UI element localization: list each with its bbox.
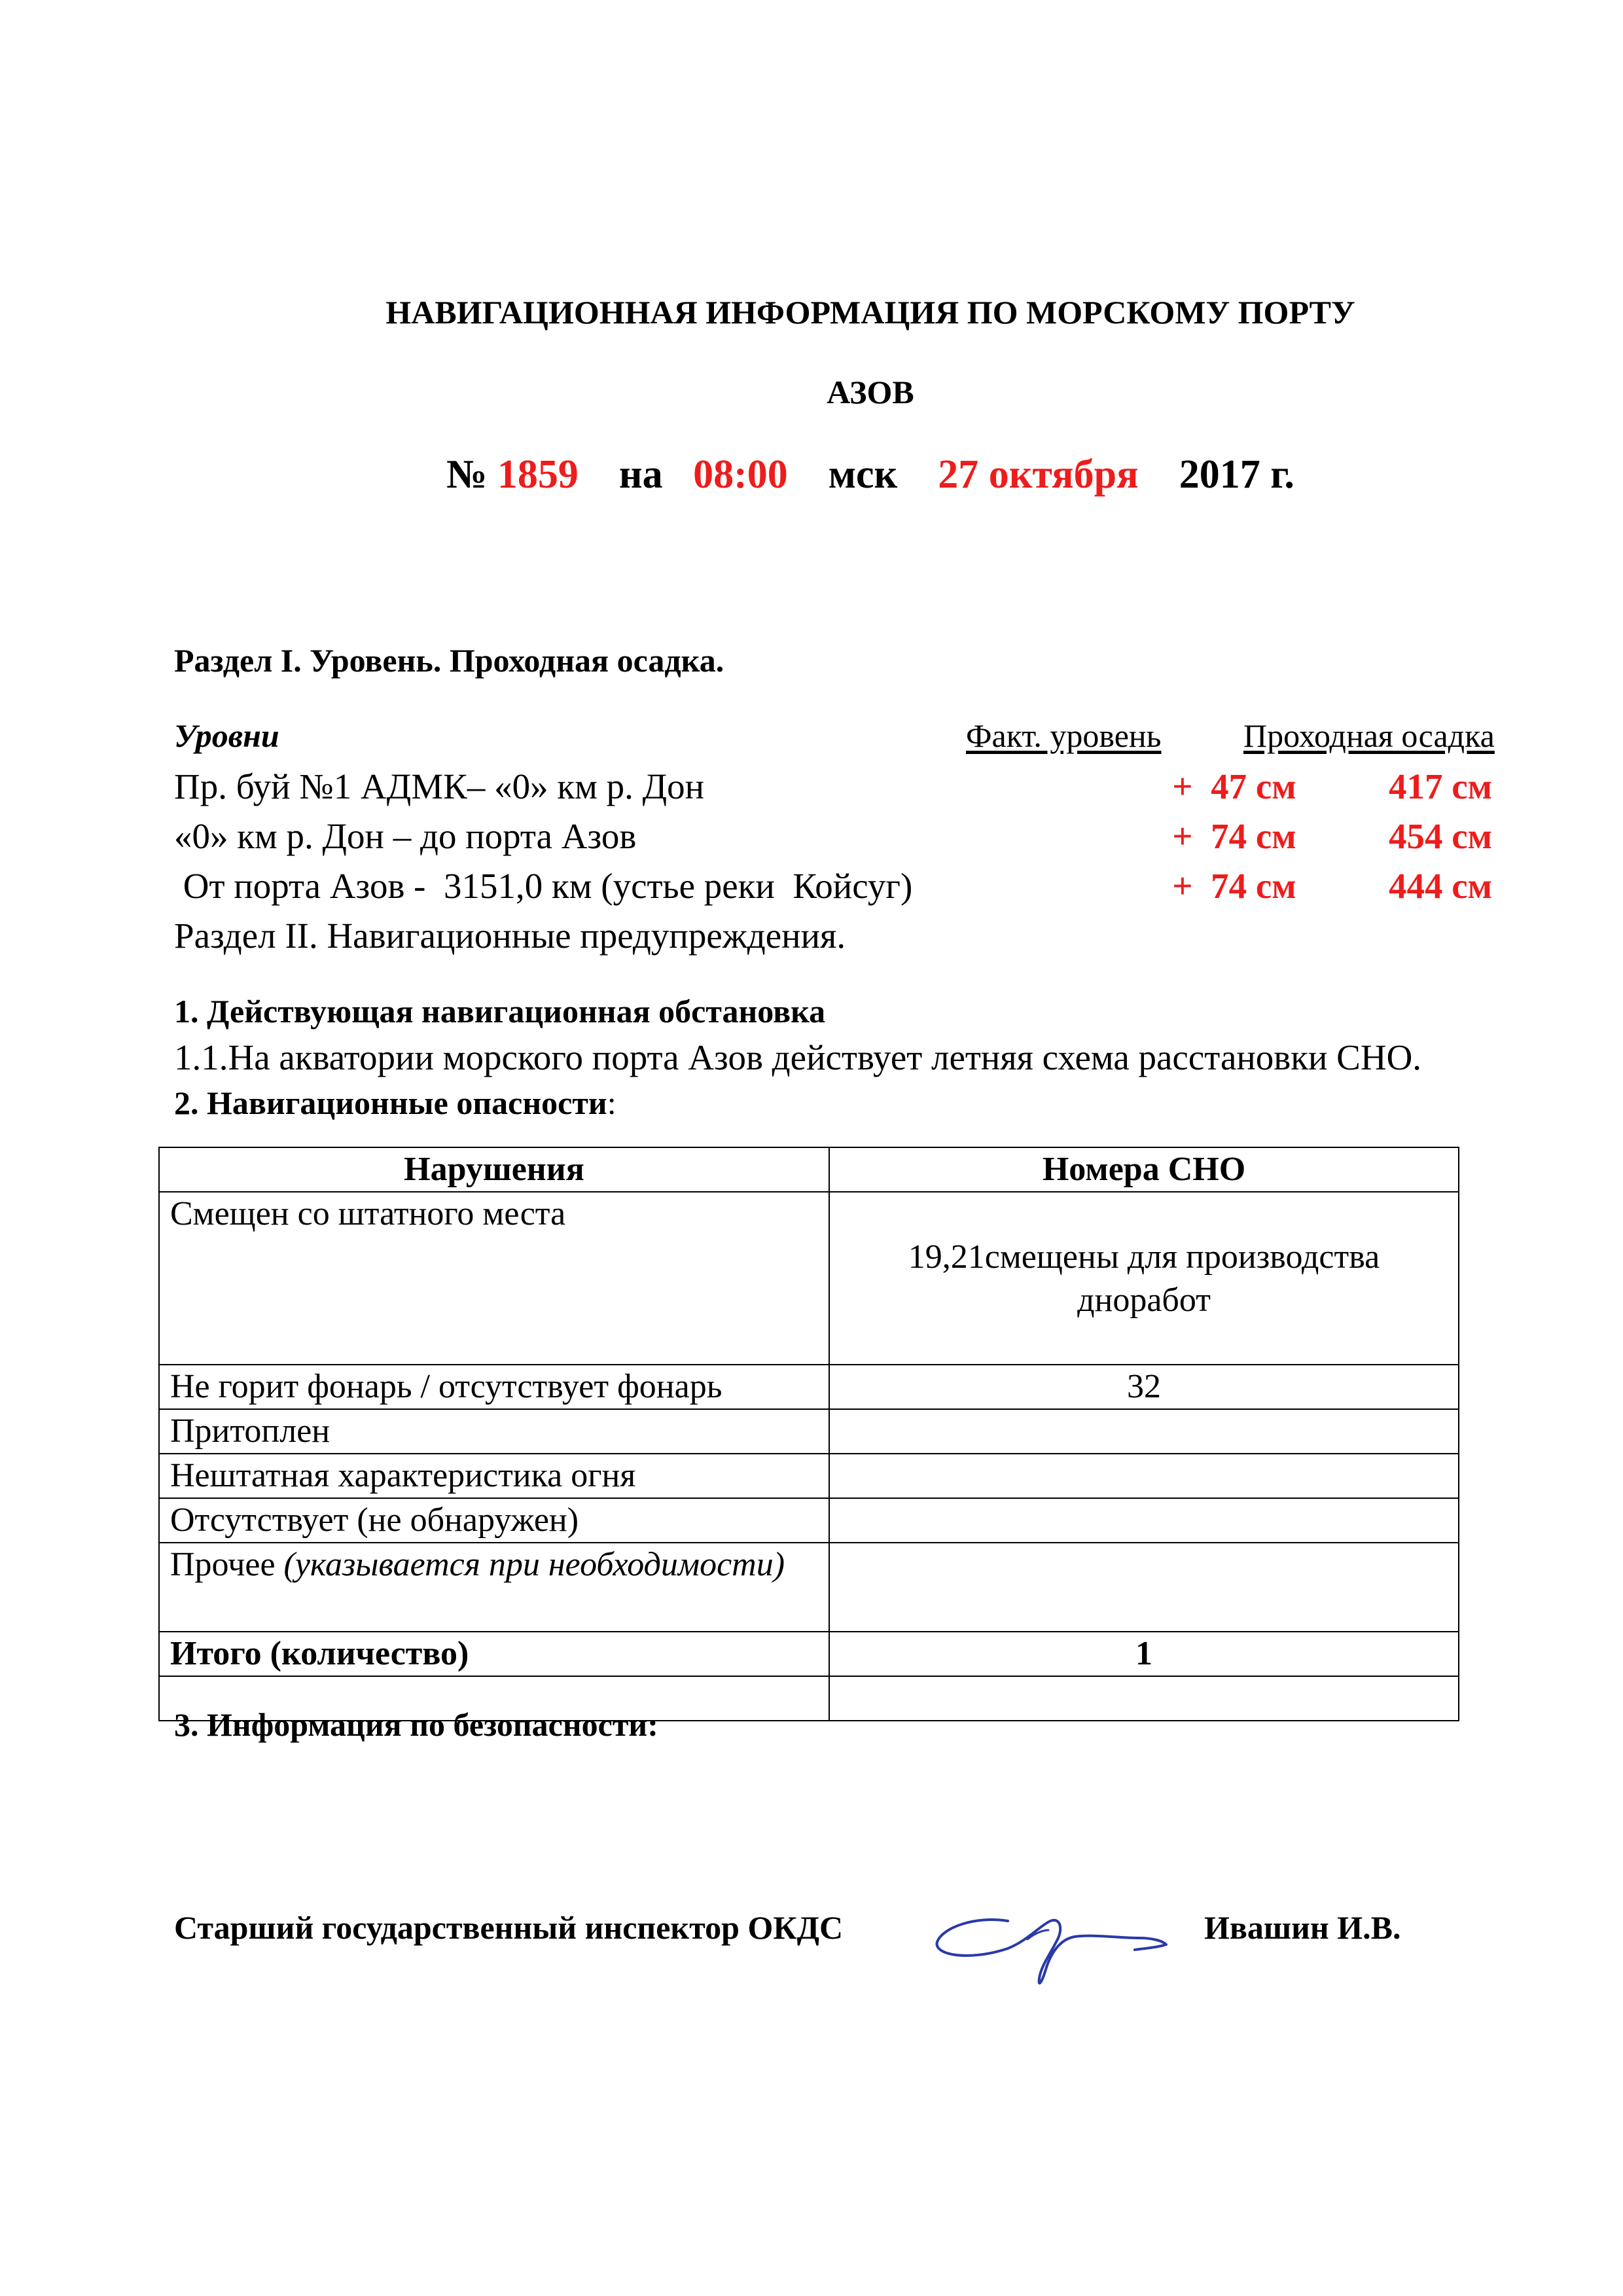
port-name: АЗОВ [827, 374, 914, 410]
inspector-position: Старший государственный инспектор ОКДС [174, 1909, 844, 1946]
table-row [159, 1498, 1459, 1543]
table-row [159, 1543, 1459, 1632]
draft-header: Проходная осадка [1243, 717, 1495, 754]
bulletin-year: 2017 г. [1179, 452, 1294, 497]
level-row-draft: 444 см [1388, 866, 1493, 906]
total-value: 1 [829, 1632, 1459, 1676]
violation-value [829, 1498, 1459, 1543]
violation-value [829, 1409, 1459, 1454]
other-value [829, 1543, 1459, 1632]
col-header-violations: Нарушения [159, 1147, 829, 1192]
item1-heading: 1. Действующая навигационная обстановка [174, 993, 826, 1030]
level-row-fact: + 47 см [1172, 766, 1296, 806]
col-header-aid-numbers: Номера СНО [829, 1147, 1459, 1192]
inspector-name: Ивашин И.В. [1204, 1909, 1401, 1946]
item2-heading-line [174, 1084, 616, 1122]
bulletin-time: 08:00 [693, 452, 788, 497]
violation-label: Нештатная характеристика огня [159, 1454, 829, 1498]
violation-label: Притоплен [159, 1409, 829, 1454]
level-row [174, 816, 1548, 865]
level-row [174, 766, 1548, 816]
item1-text: 1.1.На акватории морского порта Азов действует летняя схема расстановки СНО. [174, 1037, 1422, 1077]
item2-heading: 2. Навигационные опасности [174, 1085, 607, 1121]
level-row-name: «0» км р. Дон – до порта Азов [174, 816, 637, 856]
fact-level-header: Факт. уровень [966, 717, 1162, 754]
level-row-fact: + 74 см [1172, 866, 1296, 906]
bulletin-number: 1859 [497, 452, 579, 497]
timezone-label: мск [828, 452, 898, 497]
table-row [159, 1454, 1459, 1498]
violation-label: Смещен со штатного места [159, 1192, 829, 1365]
other-cell [159, 1543, 829, 1632]
table-row [159, 1632, 1459, 1676]
level-row [174, 865, 1548, 915]
at-label: на [618, 452, 663, 497]
violation-value: 32 [829, 1365, 1459, 1409]
number-prefix: № [446, 452, 488, 497]
level-row-name: Пр. буй №1 АДМК– «0» км р. Дон [174, 766, 705, 806]
other-note: (указывается при необходимости) [283, 1546, 785, 1583]
bulletin-date: 27 октября [938, 452, 1139, 497]
level-row-fact: + 74 см [1172, 816, 1296, 856]
level-row-name: От порта Азов - 3151,0 км (устье реки Койсуг) [174, 866, 913, 906]
table-row [159, 1409, 1459, 1454]
table-row [159, 1192, 1459, 1365]
section1-heading: Раздел I. Уровень. Проходная осадка. [174, 642, 724, 679]
section2-heading: Раздел II. Навигационные предупреждения. [174, 916, 846, 956]
level-row-draft: 417 см [1388, 766, 1493, 806]
total-label: Итого (количество) [159, 1632, 829, 1676]
document-title: НАВИГАЦИОННАЯ ИНФОРМАЦИЯ ПО МОРСКОМУ ПОРТУ [385, 294, 1355, 331]
violation-value [829, 1454, 1459, 1498]
violation-label: Не горит фонарь / отсутствует фонарь [159, 1365, 829, 1409]
empty-value [829, 1676, 1459, 1721]
violation-value: 19,21смещены для производства днoработ [829, 1192, 1459, 1365]
other-label: Прочее [170, 1546, 284, 1583]
table-row [159, 1365, 1459, 1409]
violations-table [158, 1147, 1459, 1721]
level-row-draft: 454 см [1388, 816, 1493, 856]
levels-label: Уровни [174, 717, 279, 754]
item2-colon: : [607, 1085, 616, 1121]
handwritten-signature [929, 1901, 1178, 2000]
section3-heading: 3. Информация по безопасности: [174, 1706, 658, 1743]
violation-label: Отсутствует (не обнаружен) [159, 1498, 829, 1543]
bulletin-number-line [0, 452, 1623, 498]
